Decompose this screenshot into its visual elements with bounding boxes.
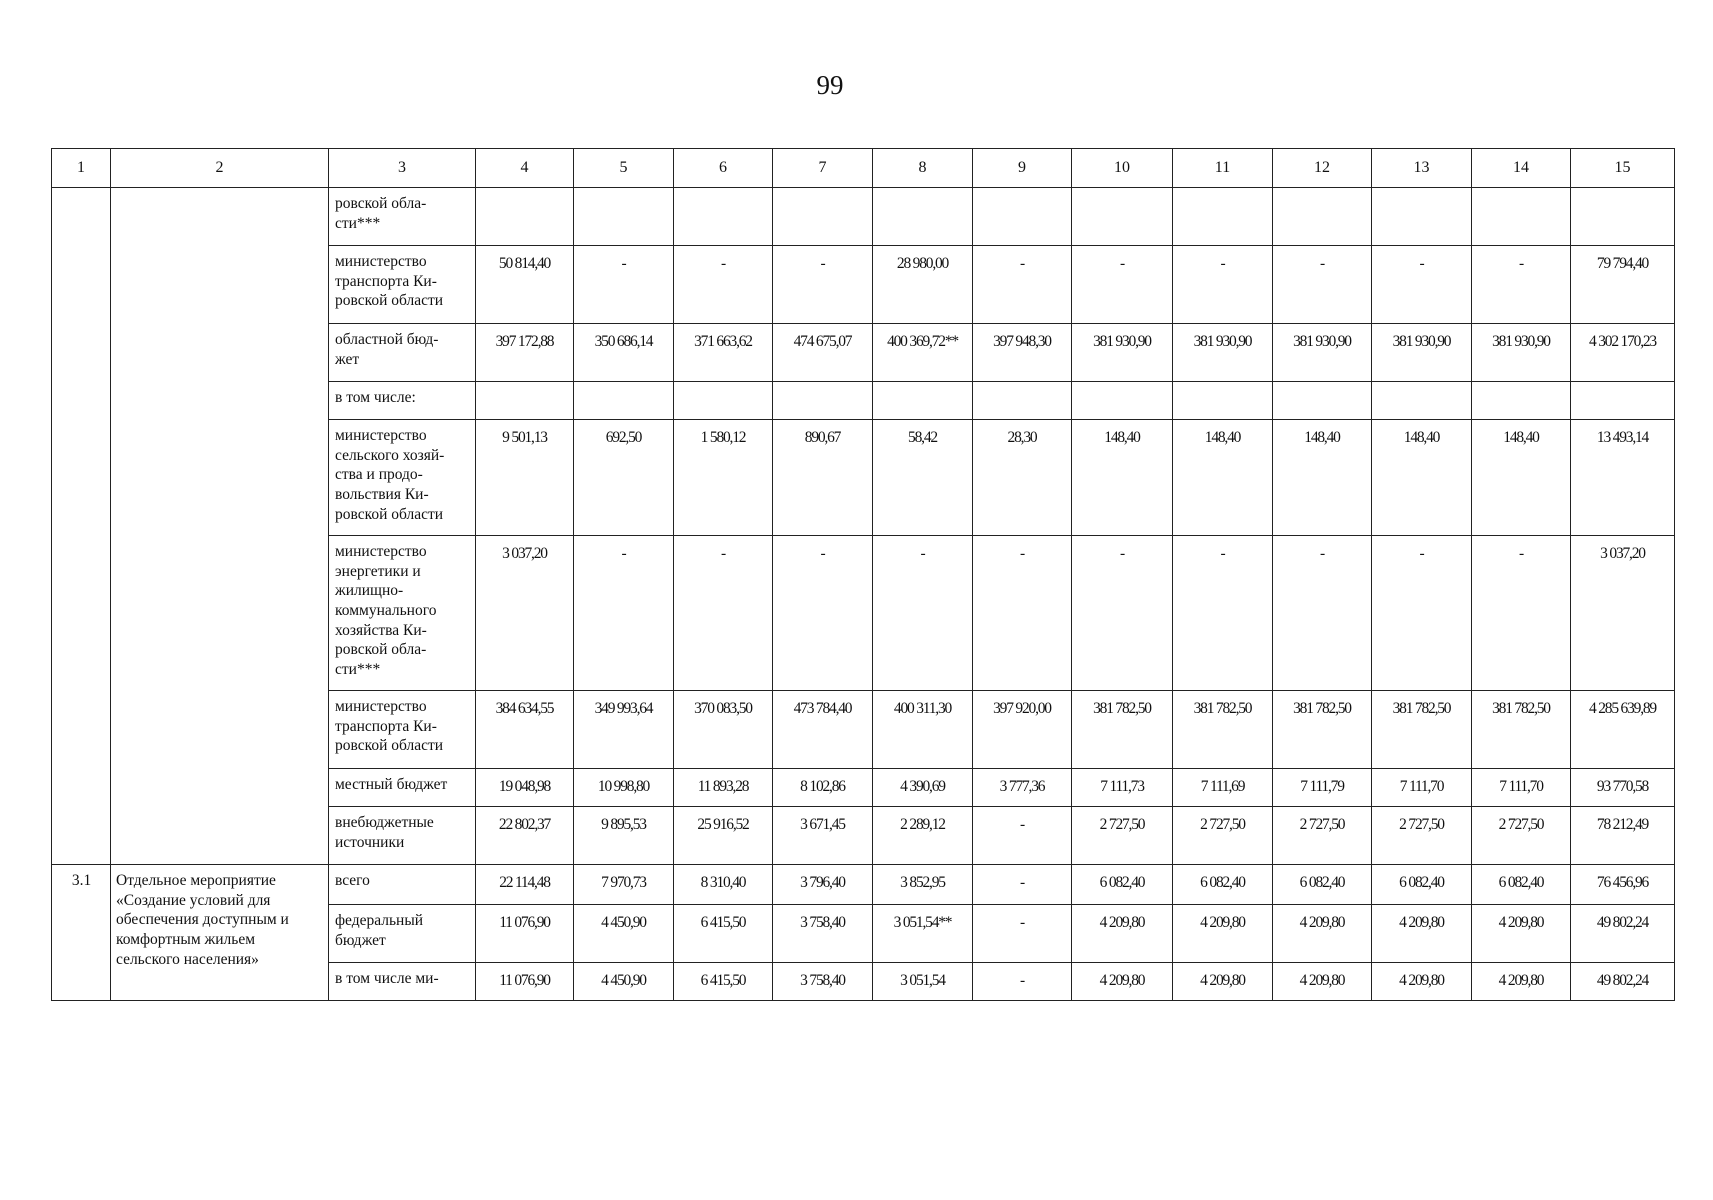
header-cell: 11 — [1173, 149, 1273, 188]
value-cell: - — [1372, 246, 1472, 324]
value-cell — [873, 382, 973, 420]
value-cell: 381 930,90 — [1173, 324, 1273, 382]
value-cell: 6 415,50 — [674, 905, 773, 963]
value-cell — [973, 188, 1072, 246]
value-cell: 28 980,00 — [873, 246, 973, 324]
source-cell: внебюджетные источники — [329, 807, 476, 865]
value-cell: - — [973, 865, 1072, 905]
header-cell: 10 — [1072, 149, 1173, 188]
value-cell: 381 930,90 — [1273, 324, 1372, 382]
header-cell: 4 — [476, 149, 574, 188]
budget-table — [51, 148, 1675, 1001]
value-cell: 50 814,40 — [476, 246, 574, 324]
value-cell: 890,67 — [773, 420, 873, 536]
value-cell: 350 686,14 — [574, 324, 674, 382]
value-cell: 4 209,80 — [1173, 905, 1273, 963]
value-cell: 4 209,80 — [1472, 905, 1571, 963]
value-cell: - — [1472, 536, 1571, 691]
value-cell: 474 675,07 — [773, 324, 873, 382]
value-cell: 2 727,50 — [1472, 807, 1571, 865]
value-cell: 4 450,90 — [574, 905, 674, 963]
value-cell: 349 993,64 — [574, 691, 674, 769]
value-cell: 400 311,30 — [873, 691, 973, 769]
value-cell — [674, 382, 773, 420]
value-cell: 2 727,50 — [1372, 807, 1472, 865]
value-cell: 9 895,53 — [574, 807, 674, 865]
value-cell: - — [1372, 536, 1472, 691]
value-cell: 3 051,54 — [873, 963, 973, 1001]
value-cell: - — [873, 536, 973, 691]
value-cell: - — [773, 246, 873, 324]
value-cell: 7 111,73 — [1072, 769, 1173, 807]
header-cell: 15 — [1571, 149, 1675, 188]
value-cell: 4 209,80 — [1072, 963, 1173, 1001]
value-cell: - — [973, 536, 1072, 691]
header-cell: 3 — [329, 149, 476, 188]
value-cell: 384 634,55 — [476, 691, 574, 769]
value-cell: 4 209,80 — [1372, 963, 1472, 1001]
value-cell: 6 082,40 — [1472, 865, 1571, 905]
source-cell: всего — [329, 865, 476, 905]
value-cell: 148,40 — [1273, 420, 1372, 536]
value-cell — [476, 382, 574, 420]
value-cell: 3 796,40 — [773, 865, 873, 905]
value-cell — [973, 382, 1072, 420]
value-cell: 3 037,20 — [1571, 536, 1675, 691]
value-cell: 4 450,90 — [574, 963, 674, 1001]
source-cell: местный бюджет — [329, 769, 476, 807]
value-cell: 93 770,58 — [1571, 769, 1675, 807]
header-cell: 7 — [773, 149, 873, 188]
value-cell: - — [1173, 536, 1273, 691]
name-cell — [111, 188, 329, 865]
value-cell: 6 415,50 — [674, 963, 773, 1001]
value-cell: 4 209,80 — [1273, 963, 1372, 1001]
value-cell: 4 285 639,89 — [1571, 691, 1675, 769]
value-cell: 381 782,50 — [1472, 691, 1571, 769]
value-cell: 381 782,50 — [1072, 691, 1173, 769]
header-cell: 8 — [873, 149, 973, 188]
value-cell: 6 082,40 — [1372, 865, 1472, 905]
value-cell: 381 930,90 — [1472, 324, 1571, 382]
value-cell: 28,30 — [973, 420, 1072, 536]
source-cell: в том числе ми- — [329, 963, 476, 1001]
table-row — [52, 865, 1675, 905]
value-cell: 2 289,12 — [873, 807, 973, 865]
table-row — [52, 188, 1675, 246]
value-cell: 78 212,49 — [1571, 807, 1675, 865]
header-cell: 5 — [574, 149, 674, 188]
value-cell: 11 893,28 — [674, 769, 773, 807]
source-cell: областной бюд- жет — [329, 324, 476, 382]
value-cell: 3 758,40 — [773, 905, 873, 963]
value-cell: 8 102,86 — [773, 769, 873, 807]
value-cell: 79 794,40 — [1571, 246, 1675, 324]
value-cell: 381 930,90 — [1072, 324, 1173, 382]
value-cell: 7 111,79 — [1273, 769, 1372, 807]
value-cell — [1472, 382, 1571, 420]
value-cell: 370 083,50 — [674, 691, 773, 769]
value-cell: 148,40 — [1072, 420, 1173, 536]
value-cell — [574, 188, 674, 246]
value-cell: - — [1072, 246, 1173, 324]
value-cell: - — [1273, 246, 1372, 324]
value-cell: 400 369,72** — [873, 324, 973, 382]
value-cell — [476, 188, 574, 246]
value-cell: 49 802,24 — [1571, 963, 1675, 1001]
value-cell: 3 037,20 — [476, 536, 574, 691]
value-cell: 7 111,70 — [1472, 769, 1571, 807]
value-cell: 3 852,95 — [873, 865, 973, 905]
source-cell: министерство транспорта Ки- ровской области — [329, 691, 476, 769]
value-cell — [1173, 382, 1273, 420]
value-cell: 381 782,50 — [1372, 691, 1472, 769]
value-cell: - — [973, 807, 1072, 865]
source-cell: министерство сельского хозяй- ства и продо- вольствия Ки- ровской области — [329, 420, 476, 536]
value-cell: 4 209,80 — [1072, 905, 1173, 963]
header-row — [52, 149, 1675, 188]
section-number-cell: 3.1 — [52, 865, 111, 1001]
value-cell: 8 310,40 — [674, 865, 773, 905]
section-name-cell: Отдельное мероприятие «Создание условий для обеспечения доступным и комфортным жильем сельского населения» — [111, 865, 329, 1001]
value-cell: - — [773, 536, 873, 691]
value-cell: 6 082,40 — [1173, 865, 1273, 905]
value-cell: 9 501,13 — [476, 420, 574, 536]
value-cell: 3 671,45 — [773, 807, 873, 865]
value-cell — [574, 382, 674, 420]
value-cell: 6 082,40 — [1072, 865, 1173, 905]
value-cell: - — [674, 246, 773, 324]
value-cell: 1 580,12 — [674, 420, 773, 536]
page-number: 99 — [816, 70, 844, 100]
value-cell — [1372, 188, 1472, 246]
value-cell: 49 802,24 — [1571, 905, 1675, 963]
value-cell: 11 076,90 — [476, 905, 574, 963]
header-cell: 6 — [674, 149, 773, 188]
value-cell: 11 076,90 — [476, 963, 574, 1001]
value-cell — [1372, 382, 1472, 420]
value-cell: - — [574, 246, 674, 324]
value-cell: 76 456,96 — [1571, 865, 1675, 905]
value-cell: 2 727,50 — [1273, 807, 1372, 865]
source-cell: в том числе: — [329, 382, 476, 420]
value-cell: 7 111,69 — [1173, 769, 1273, 807]
value-cell: 148,40 — [1472, 420, 1571, 536]
value-cell: 4 209,80 — [1472, 963, 1571, 1001]
header-cell: 13 — [1372, 149, 1472, 188]
value-cell — [1571, 382, 1675, 420]
value-cell: 19 048,98 — [476, 769, 574, 807]
value-cell: 692,50 — [574, 420, 674, 536]
value-cell: 2 727,50 — [1072, 807, 1173, 865]
value-cell: - — [973, 246, 1072, 324]
source-cell: министерство транспорта Ки- ровской области — [329, 246, 476, 324]
value-cell: 397 920,00 — [973, 691, 1072, 769]
value-cell — [674, 188, 773, 246]
value-cell: - — [973, 905, 1072, 963]
value-cell — [1173, 188, 1273, 246]
value-cell — [773, 382, 873, 420]
value-cell: 4 209,80 — [1273, 905, 1372, 963]
source-cell: министерство энергетики и жилищно- коммунального хозяйства Ки- ровской обла- сти*** — [329, 536, 476, 691]
value-cell: 6 082,40 — [1273, 865, 1372, 905]
header-cell: 12 — [1273, 149, 1372, 188]
value-cell — [1072, 188, 1173, 246]
value-cell: - — [973, 963, 1072, 1001]
value-cell: 4 209,80 — [1372, 905, 1472, 963]
value-cell: 22 802,37 — [476, 807, 574, 865]
value-cell — [1273, 188, 1372, 246]
value-cell — [1072, 382, 1173, 420]
value-cell: 10 998,80 — [574, 769, 674, 807]
source-cell: федеральный бюджет — [329, 905, 476, 963]
value-cell: 4 302 170,23 — [1571, 324, 1675, 382]
value-cell: 397 172,88 — [476, 324, 574, 382]
value-cell: - — [1472, 246, 1571, 324]
value-cell: - — [1173, 246, 1273, 324]
value-cell — [1571, 188, 1675, 246]
value-cell: - — [1072, 536, 1173, 691]
source-cell: ровской обла- сти*** — [329, 188, 476, 246]
value-cell: 22 114,48 — [476, 865, 574, 905]
header-cell: 14 — [1472, 149, 1571, 188]
value-cell — [1273, 382, 1372, 420]
value-cell: 148,40 — [1173, 420, 1273, 536]
value-cell: 2 727,50 — [1173, 807, 1273, 865]
value-cell: 7 111,70 — [1372, 769, 1472, 807]
value-cell: 58,42 — [873, 420, 973, 536]
value-cell: 371 663,62 — [674, 324, 773, 382]
value-cell: 4 209,80 — [1173, 963, 1273, 1001]
header-cell: 9 — [973, 149, 1072, 188]
value-cell — [1472, 188, 1571, 246]
value-cell: 381 782,50 — [1273, 691, 1372, 769]
value-cell: 4 390,69 — [873, 769, 973, 807]
value-cell: 3 758,40 — [773, 963, 873, 1001]
value-cell: 3 051,54** — [873, 905, 973, 963]
header-cell: 1 — [52, 149, 111, 188]
number-cell — [52, 188, 111, 865]
header-cell: 2 — [111, 149, 329, 188]
value-cell: - — [1273, 536, 1372, 691]
value-cell: 397 948,30 — [973, 324, 1072, 382]
value-cell: 148,40 — [1372, 420, 1472, 536]
value-cell — [773, 188, 873, 246]
table-body — [52, 149, 1675, 1001]
value-cell — [873, 188, 973, 246]
value-cell: 7 970,73 — [574, 865, 674, 905]
value-cell: - — [674, 536, 773, 691]
value-cell: 3 777,36 — [973, 769, 1072, 807]
value-cell: - — [574, 536, 674, 691]
value-cell: 25 916,52 — [674, 807, 773, 865]
value-cell: 13 493,14 — [1571, 420, 1675, 536]
value-cell: 381 782,50 — [1173, 691, 1273, 769]
value-cell: 381 930,90 — [1372, 324, 1472, 382]
value-cell: 473 784,40 — [773, 691, 873, 769]
